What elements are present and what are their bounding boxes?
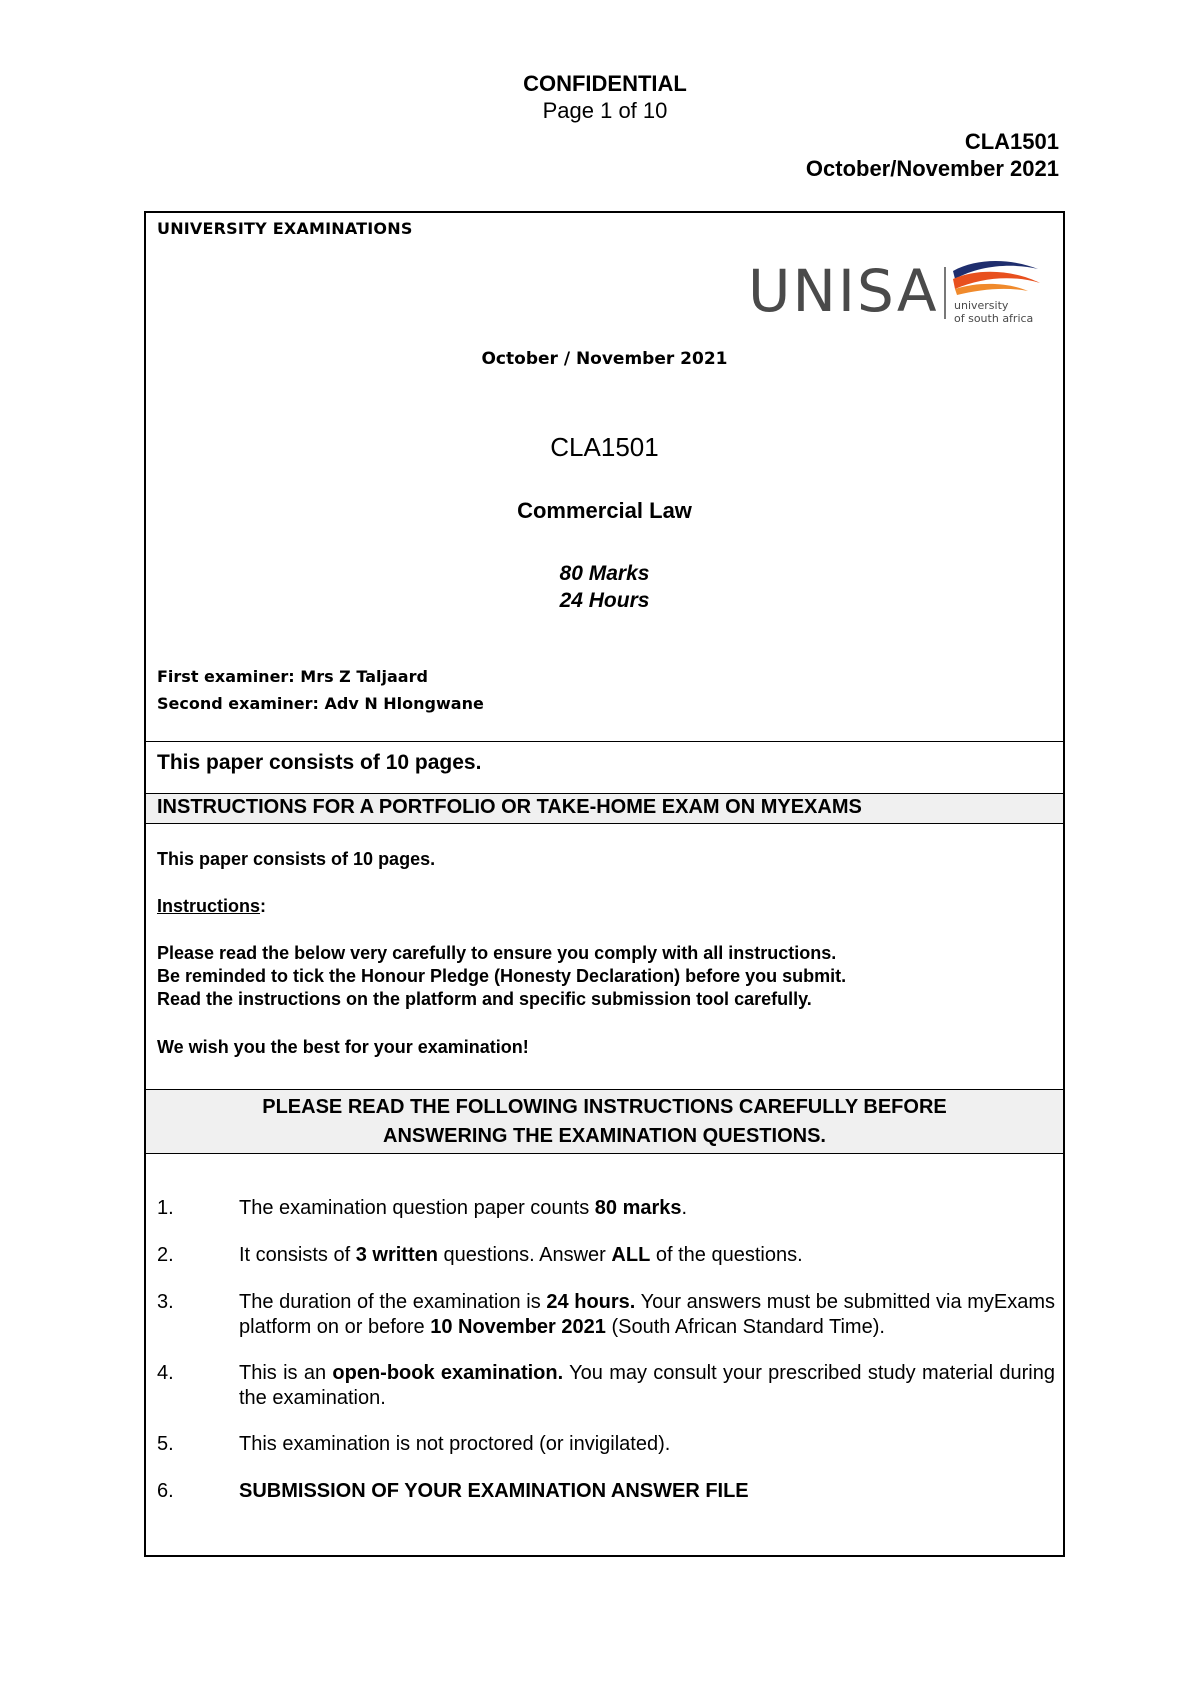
list-item-text: This examination is not proctored (or invigilated).: [239, 1433, 671, 1455]
university-examinations-label: UNIVERSITY EXAMINATIONS: [157, 219, 413, 238]
instructions-body: [146, 824, 1063, 1090]
exam-cover-frame: [144, 211, 1065, 1557]
item-text: The examination question paper counts: [239, 1197, 595, 1219]
module-name: Commercial Law: [517, 498, 692, 523]
total-marks: 80 Marks: [559, 562, 650, 585]
item-bold: SUBMISSION OF YOUR EXAMINATION ANSWER FILE: [239, 1480, 749, 1502]
logo-tagline-1: university: [954, 299, 1009, 312]
instructions-wish: We wish you the best for your examination!: [157, 1037, 529, 1057]
instructions-pages: This paper consists of 10 pages.: [157, 849, 436, 869]
logo-wordmark: UNISA: [748, 257, 939, 325]
list-item: [157, 1290, 1055, 1340]
list-item: [157, 1196, 1055, 1221]
please-read-line-2: ANSWERING THE EXAMINATION QUESTIONS.: [383, 1125, 826, 1147]
confidential-label: CONFIDENTIAL: [523, 71, 687, 96]
item-text: This is an: [239, 1362, 333, 1384]
instructions-line-1: Please read the below very carefully to ensure you comply with all instructions.: [157, 943, 837, 963]
instructions-lines: [157, 942, 846, 1011]
list-item-text: [239, 1196, 1055, 1221]
logo-tagline-2: of south africa: [954, 312, 1034, 325]
header-date: October/November 2021: [805, 156, 1059, 181]
instructions-label-colon: :: [260, 896, 267, 916]
examiners: [157, 663, 484, 717]
please-read-line-1: PLEASE READ THE FOLLOWING INSTRUCTIONS CAREFULLY BEFORE: [262, 1096, 947, 1118]
please-read-banner: [146, 1090, 1063, 1154]
page-header: [0, 70, 1200, 124]
logo-swoosh-amber: [955, 284, 1028, 295]
list-item-text: [239, 1479, 1055, 1504]
item-text: of the questions.: [650, 1244, 803, 1266]
item-bold: 3 written: [355, 1244, 438, 1266]
item-text: .: [681, 1197, 688, 1219]
list-item: [157, 1479, 1055, 1504]
item-bold: ALL: [611, 1244, 651, 1266]
list-item-number: 1.: [157, 1197, 174, 1219]
header-code: CLA1501: [964, 129, 1059, 154]
pages-note: This paper consists of 10 pages.: [146, 742, 1063, 794]
list-item-text: [239, 1361, 1055, 1411]
list-item-number: 3.: [157, 1291, 174, 1313]
second-examiner: Second examiner: Adv N Hlongwane: [157, 694, 484, 713]
item-bold: 24 hours.: [546, 1291, 636, 1313]
list-item-number: 2.: [157, 1244, 174, 1266]
list-item: [157, 1243, 1055, 1268]
instructions-header: INSTRUCTIONS FOR A PORTFOLIO OR TAKE-HOME EXAM ON MYEXAMS: [146, 794, 1063, 824]
item-text: (South African Standard Time).: [605, 1316, 885, 1338]
header-right: [806, 128, 1059, 182]
list-item-number: 5.: [157, 1433, 174, 1455]
marks-hours: [146, 560, 1063, 614]
instructions-label: [157, 895, 266, 918]
module-code: CLA1501: [550, 432, 659, 462]
list-item: [157, 1432, 1055, 1457]
item-bold: open-book examination.: [332, 1362, 564, 1384]
item-text: It consists of: [239, 1244, 356, 1266]
item-bold: 80 marks: [594, 1197, 682, 1219]
cover-section: [146, 213, 1063, 742]
item-text: Your answers must be submitted via myExams platform on or before: [239, 1291, 1055, 1338]
instructions-line-2: Be reminded to tick the Honour Pledge (Honesty Declaration) before you submit.: [157, 966, 847, 986]
list-item: [157, 1361, 1055, 1411]
instruction-list: [146, 1154, 1063, 1555]
list-item-number: 6.: [157, 1480, 174, 1502]
list-item-text: [239, 1290, 1055, 1340]
instructions-line-3: Read the instructions on the platform and specific submission tool carefully.: [157, 989, 812, 1009]
list-item-text: [239, 1243, 1055, 1268]
item-bold: 10 November 2021: [430, 1316, 606, 1338]
unisa-logo: [748, 249, 1048, 329]
list-item-number: 4.: [157, 1362, 174, 1384]
duration-hours: 24 Hours: [559, 589, 650, 612]
item-text: The duration of the examination is: [239, 1291, 547, 1313]
item-text: You may consult your prescribed study material during the examination.: [239, 1362, 1055, 1409]
page-number: Page 1 of 10: [542, 98, 668, 123]
cover-date: October / November 2021: [481, 349, 728, 369]
item-text: questions. Answer: [437, 1244, 612, 1266]
instructions-label-text: Instructions: [157, 896, 261, 916]
first-examiner: First examiner: Mrs Z Taljaard: [157, 667, 428, 686]
